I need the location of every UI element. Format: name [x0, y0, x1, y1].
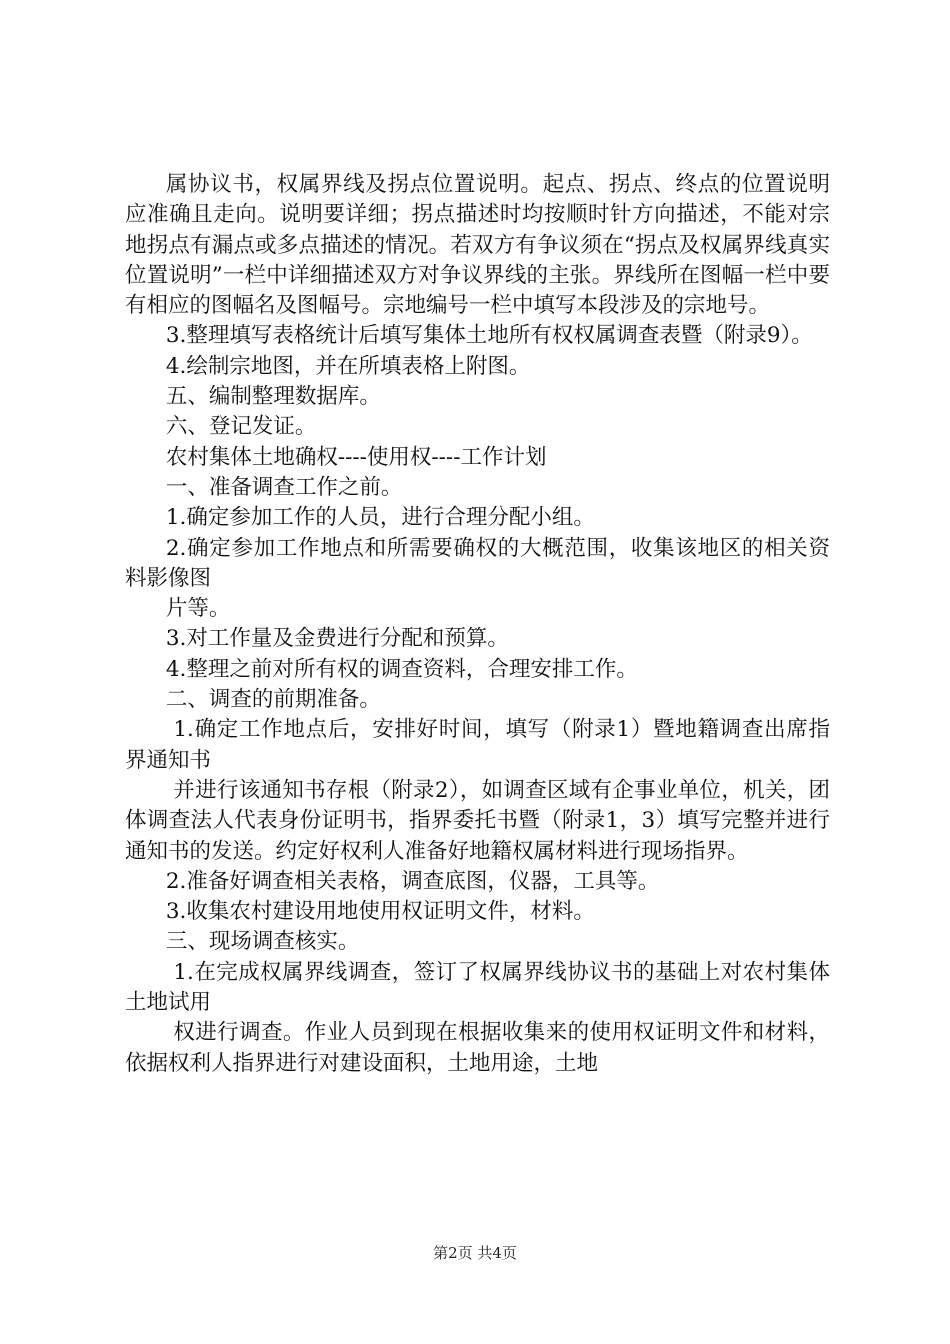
paragraph: 农村集体土地确权----使用权----工作计划	[165, 444, 547, 470]
paragraph: 一、准备调查工作之前。	[165, 474, 403, 500]
paragraph: 六、登记发证。	[165, 414, 317, 440]
paragraph: 1.确定参加工作的人员，进行合理分配小组。	[165, 505, 595, 531]
paragraph: 4.整理之前对所有权的调查资料，合理安排工作。	[165, 656, 638, 682]
paragraph: 并进行该通知书存根（附录2），如调查区域有企事业单位，机关，团体调查法人代表身份证明书，指界委托书暨（附录1，3）填写完整并进行通知书的发送。约定好权利人准备好地籍权属材料进行现场指界。	[125, 777, 830, 864]
paragraph: 3.收集农村建设用地使用权证明文件，材料。	[165, 899, 595, 925]
paragraph: 3.整理填写表格统计后填写集体土地所有权权属调查表暨（附录9）。	[165, 323, 813, 349]
paragraph: 2.准备好调查相关表格，调查底图，仪器，工具等。	[165, 868, 660, 894]
paragraph: 属协议书，权属界线及拐点位置说明。起点、拐点、终点的位置说明应准确且走向。说明要详细；拐点描述时均按顺时针方向描述，不能对宗地拐点有漏点或多点描述的情况。若双方有争议须在“拐点及权属界线真实位置说明”一栏中详细描述双方对争议界线的主张。界线所在图幅一栏中要有相应的图幅名及图幅号。宗地编号一栏中填写本段涉及的宗地号。	[125, 172, 830, 319]
paragraph: 二、调查的前期准备。	[165, 687, 381, 713]
paragraph: 权进行调查。作业人员到现在根据收集来的使用权证明文件和材料，依据权利人指界进行对建设面积，土地用途，土地	[125, 1020, 830, 1076]
paragraph: 3.对工作量及金费进行分配和预算。	[165, 626, 509, 652]
page-footer: 第2页 共4页	[433, 1244, 517, 1262]
paragraph: 五、编制整理数据库。	[165, 384, 381, 410]
paragraph: 三、现场调查核实。	[165, 929, 360, 955]
paragraph: 4.绘制宗地图，并在所填表格上附图。	[165, 353, 531, 379]
paragraph: 1.确定工作地点后，安排好时间，填写（附录1）暨地籍调查出席指界通知书	[125, 717, 830, 773]
document-body	[125, 170, 830, 1079]
paragraph: 2.确定参加工作地点和所需要确权的大概范围，收集该地区的相关资料影像图	[125, 535, 830, 591]
paragraph: 片等。	[165, 596, 231, 622]
paragraph: 1.在完成权属界线调查，签订了权属界线协议书的基础上对农村集体土地试用	[125, 959, 830, 1016]
